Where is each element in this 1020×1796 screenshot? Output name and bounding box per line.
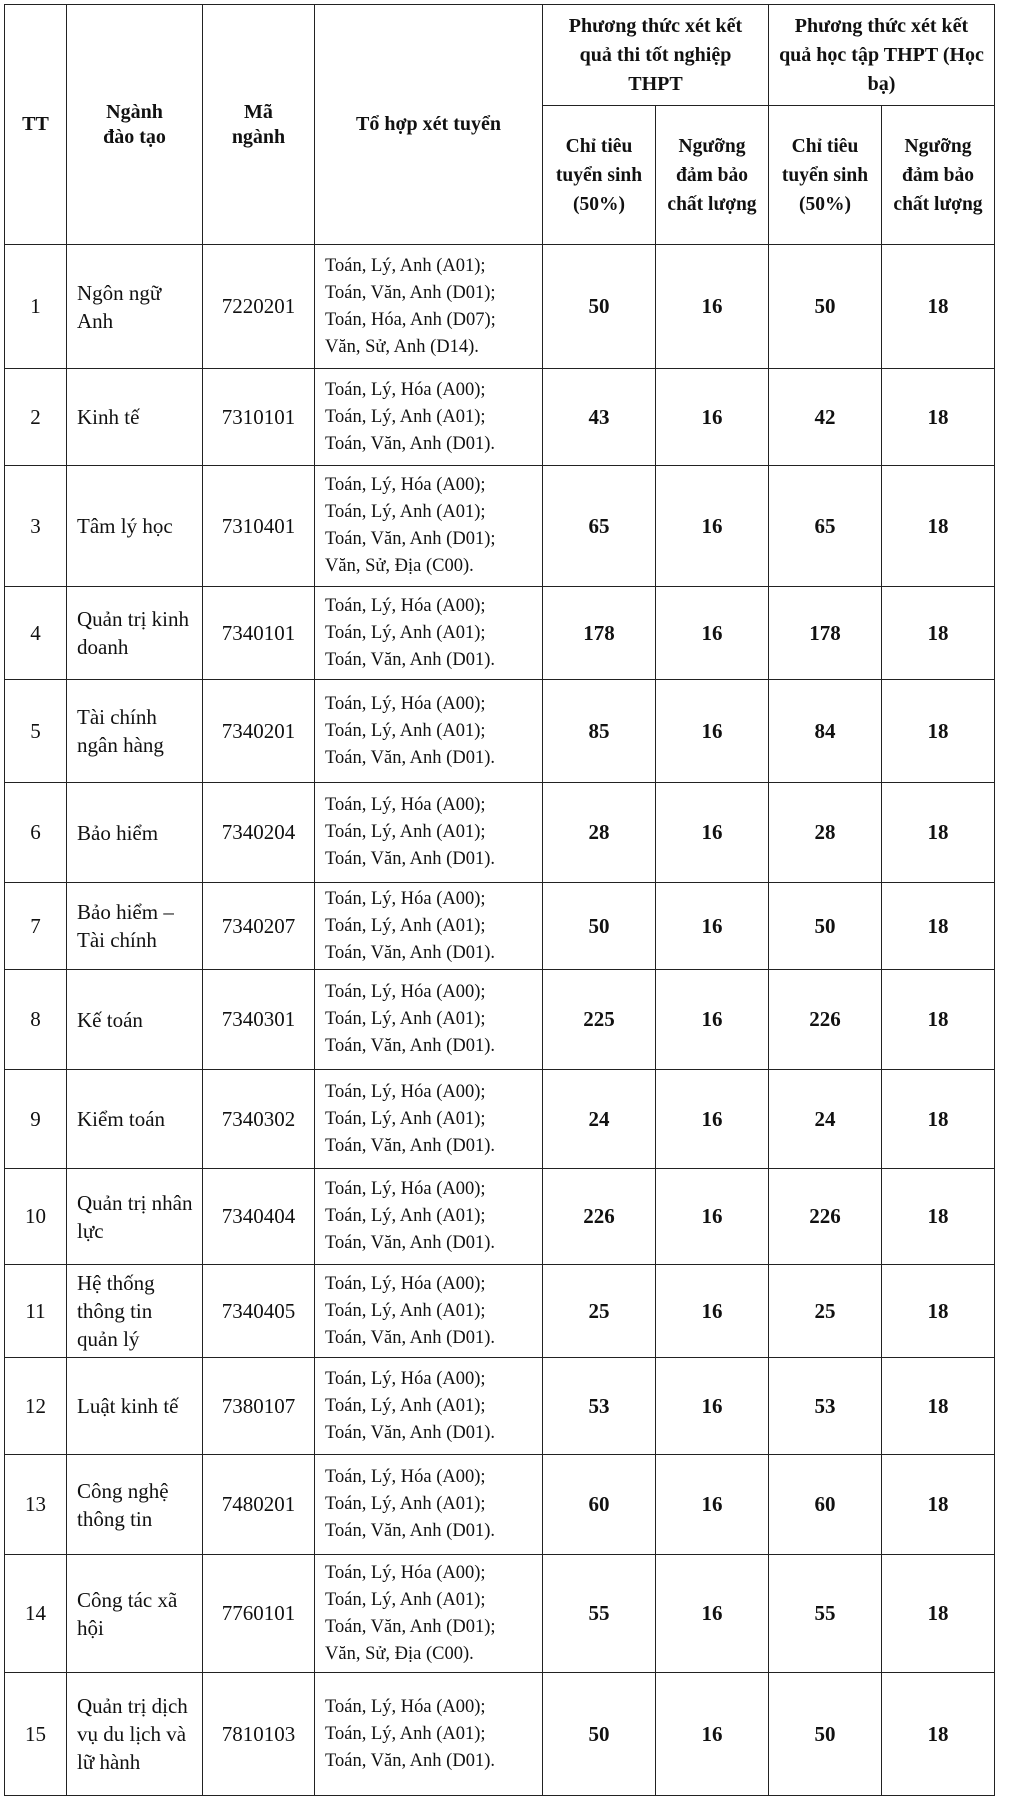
row-to-hop: Toán, Lý, Hóa (A00); Toán, Lý, Anh (A01); Toán, Văn, Anh (D01).	[315, 783, 543, 883]
row-chi-tieu-hoc-ba: 50	[769, 1673, 882, 1796]
row-chi-tieu-hoc-ba: 178	[769, 587, 882, 680]
header-nganh: Ngành đào tạo	[67, 5, 203, 245]
row-to-hop: Toán, Lý, Hóa (A00); Toán, Lý, Anh (A01); Toán, Văn, Anh (D01); Văn, Sử, Địa (C00).	[315, 466, 543, 587]
row-nguong-hoc-ba: 18	[882, 245, 995, 369]
row-ma-nganh: 7340207	[203, 883, 315, 970]
row-nganh: Quản trị dịch vụ du lịch và lữ hành	[67, 1673, 203, 1796]
row-to-hop: Toán, Lý, Hóa (A00); Toán, Lý, Anh (A01); Toán, Văn, Anh (D01).	[315, 1455, 543, 1555]
row-tt: 6	[5, 783, 67, 883]
row-nguong-hoc-ba: 18	[882, 970, 995, 1070]
row-to-hop: Toán, Lý, Hóa (A00); Toán, Lý, Anh (A01); Toán, Văn, Anh (D01).	[315, 680, 543, 783]
row-chi-tieu-thpt: 50	[543, 883, 656, 970]
table-row	[5, 680, 995, 783]
row-chi-tieu-hoc-ba: 84	[769, 680, 882, 783]
row-nguong-hoc-ba: 18	[882, 369, 995, 466]
row-nguong-thpt: 16	[656, 369, 769, 466]
row-tt: 7	[5, 883, 67, 970]
row-ma-nganh: 7340405	[203, 1265, 315, 1358]
row-nguong-hoc-ba: 18	[882, 466, 995, 587]
row-nguong-thpt: 16	[656, 970, 769, 1070]
row-to-hop: Toán, Lý, Hóa (A00); Toán, Lý, Anh (A01); Toán, Văn, Anh (D01).	[315, 369, 543, 466]
row-nguong-thpt: 16	[656, 783, 769, 883]
row-tt: 10	[5, 1169, 67, 1265]
row-ma-nganh: 7310401	[203, 466, 315, 587]
row-nguong-hoc-ba: 18	[882, 1070, 995, 1169]
table-row	[5, 1673, 995, 1796]
row-nguong-thpt: 16	[656, 883, 769, 970]
row-tt: 4	[5, 587, 67, 680]
row-to-hop: Toán, Lý, Hóa (A00); Toán, Lý, Anh (A01); Toán, Văn, Anh (D01).	[315, 883, 543, 970]
table-row	[5, 1555, 995, 1673]
row-ma-nganh: 7220201	[203, 245, 315, 369]
row-nguong-thpt: 16	[656, 1358, 769, 1455]
row-ma-nganh: 7340101	[203, 587, 315, 680]
row-chi-tieu-hoc-ba: 60	[769, 1455, 882, 1555]
table-row	[5, 1070, 995, 1169]
row-chi-tieu-thpt: 60	[543, 1455, 656, 1555]
row-nguong-thpt: 16	[656, 1455, 769, 1555]
row-tt: 12	[5, 1358, 67, 1455]
row-to-hop: Toán, Lý, Hóa (A00); Toán, Lý, Anh (A01); Toán, Văn, Anh (D01).	[315, 587, 543, 680]
row-nganh: Ngôn ngữ Anh	[67, 245, 203, 369]
admission-table	[4, 4, 995, 1796]
header-chi-tieu-2: Chỉ tiêu tuyển sinh (50%)	[769, 106, 882, 245]
row-nganh: Tài chính ngân hàng	[67, 680, 203, 783]
header-ma-nganh: Mã ngành	[203, 5, 315, 245]
row-nganh: Tâm lý học	[67, 466, 203, 587]
row-tt: 8	[5, 970, 67, 1070]
header-nguong-1: Ngưỡng đảm bảo chất lượng	[656, 106, 769, 245]
row-chi-tieu-hoc-ba: 226	[769, 1169, 882, 1265]
row-nganh: Kiểm toán	[67, 1070, 203, 1169]
row-chi-tieu-hoc-ba: 50	[769, 883, 882, 970]
row-nguong-thpt: 16	[656, 1673, 769, 1796]
row-tt: 13	[5, 1455, 67, 1555]
table-row	[5, 883, 995, 970]
row-nganh: Kế toán	[67, 970, 203, 1070]
row-chi-tieu-thpt: 226	[543, 1169, 656, 1265]
row-chi-tieu-thpt: 24	[543, 1070, 656, 1169]
row-nguong-thpt: 16	[656, 587, 769, 680]
row-chi-tieu-hoc-ba: 226	[769, 970, 882, 1070]
row-nguong-hoc-ba: 18	[882, 680, 995, 783]
row-nguong-hoc-ba: 18	[882, 783, 995, 883]
row-nguong-hoc-ba: 18	[882, 587, 995, 680]
header-to-hop: Tổ hợp xét tuyển	[315, 5, 543, 245]
row-chi-tieu-hoc-ba: 50	[769, 245, 882, 369]
row-chi-tieu-thpt: 55	[543, 1555, 656, 1673]
row-nganh: Quản trị kinh doanh	[67, 587, 203, 680]
row-nganh: Luật kinh tế	[67, 1358, 203, 1455]
row-to-hop: Toán, Lý, Hóa (A00); Toán, Lý, Anh (A01); Toán, Văn, Anh (D01).	[315, 1169, 543, 1265]
row-ma-nganh: 7380107	[203, 1358, 315, 1455]
row-to-hop: Toán, Lý, Hóa (A00); Toán, Lý, Anh (A01); Toán, Văn, Anh (D01).	[315, 970, 543, 1070]
row-chi-tieu-thpt: 85	[543, 680, 656, 783]
header-group-hoc-ba: Phương thức xét kết quả học tập THPT (Học bạ)	[769, 5, 995, 106]
row-nguong-thpt: 16	[656, 680, 769, 783]
row-chi-tieu-thpt: 178	[543, 587, 656, 680]
table-row	[5, 245, 995, 369]
row-tt: 5	[5, 680, 67, 783]
row-nganh: Công nghệ thông tin	[67, 1455, 203, 1555]
row-chi-tieu-hoc-ba: 25	[769, 1265, 882, 1358]
table-row	[5, 1265, 995, 1358]
row-chi-tieu-thpt: 25	[543, 1265, 656, 1358]
row-chi-tieu-thpt: 50	[543, 245, 656, 369]
row-nguong-thpt: 16	[656, 1070, 769, 1169]
row-ma-nganh: 7340301	[203, 970, 315, 1070]
row-chi-tieu-hoc-ba: 55	[769, 1555, 882, 1673]
row-ma-nganh: 7810103	[203, 1673, 315, 1796]
row-chi-tieu-hoc-ba: 53	[769, 1358, 882, 1455]
row-tt: 9	[5, 1070, 67, 1169]
row-chi-tieu-hoc-ba: 42	[769, 369, 882, 466]
row-nguong-thpt: 16	[656, 1265, 769, 1358]
row-nguong-thpt: 16	[656, 245, 769, 369]
row-nguong-hoc-ba: 18	[882, 1358, 995, 1455]
row-to-hop: Toán, Lý, Hóa (A00); Toán, Lý, Anh (A01); Toán, Văn, Anh (D01).	[315, 1265, 543, 1358]
row-to-hop: Toán, Lý, Anh (A01); Toán, Văn, Anh (D01); Toán, Hóa, Anh (D07); Văn, Sử, Anh (D14).	[315, 245, 543, 369]
header-chi-tieu-1: Chỉ tiêu tuyển sinh (50%)	[543, 106, 656, 245]
row-nguong-hoc-ba: 18	[882, 1455, 995, 1555]
row-nganh: Công tác xã hội	[67, 1555, 203, 1673]
row-nganh: Bảo hiểm – Tài chính	[67, 883, 203, 970]
row-nganh: Quản trị nhân lực	[67, 1169, 203, 1265]
table-row	[5, 369, 995, 466]
table-row	[5, 783, 995, 883]
row-nguong-hoc-ba: 18	[882, 1265, 995, 1358]
row-tt: 1	[5, 245, 67, 369]
table-row	[5, 587, 995, 680]
row-nguong-hoc-ba: 18	[882, 1673, 995, 1796]
table-row	[5, 1358, 995, 1455]
table-row	[5, 466, 995, 587]
row-tt: 14	[5, 1555, 67, 1673]
row-chi-tieu-thpt: 53	[543, 1358, 656, 1455]
table-row	[5, 1169, 995, 1265]
row-tt: 2	[5, 369, 67, 466]
row-tt: 11	[5, 1265, 67, 1358]
row-nguong-thpt: 16	[656, 1555, 769, 1673]
row-to-hop: Toán, Lý, Hóa (A00); Toán, Lý, Anh (A01); Toán, Văn, Anh (D01).	[315, 1358, 543, 1455]
row-chi-tieu-thpt: 65	[543, 466, 656, 587]
header-nguong-2: Ngưỡng đảm bảo chất lượng	[882, 106, 995, 245]
row-nguong-thpt: 16	[656, 466, 769, 587]
header-group-thpt: Phương thức xét kết quả thi tốt nghiệp THPT	[543, 5, 769, 106]
row-tt: 3	[5, 466, 67, 587]
row-ma-nganh: 7340201	[203, 680, 315, 783]
row-ma-nganh: 7340302	[203, 1070, 315, 1169]
row-nguong-hoc-ba: 18	[882, 1169, 995, 1265]
row-to-hop: Toán, Lý, Hóa (A00); Toán, Lý, Anh (A01); Toán, Văn, Anh (D01).	[315, 1673, 543, 1796]
table-row	[5, 970, 995, 1070]
table-row	[5, 1455, 995, 1555]
row-chi-tieu-thpt: 43	[543, 369, 656, 466]
row-ma-nganh: 7760101	[203, 1555, 315, 1673]
row-ma-nganh: 7310101	[203, 369, 315, 466]
row-nganh: Hệ thống thông tin quản lý	[67, 1265, 203, 1358]
row-nganh: Kinh tế	[67, 369, 203, 466]
row-nguong-thpt: 16	[656, 1169, 769, 1265]
row-chi-tieu-thpt: 225	[543, 970, 656, 1070]
row-to-hop: Toán, Lý, Hóa (A00); Toán, Lý, Anh (A01); Toán, Văn, Anh (D01).	[315, 1070, 543, 1169]
row-chi-tieu-hoc-ba: 65	[769, 466, 882, 587]
row-ma-nganh: 7480201	[203, 1455, 315, 1555]
row-chi-tieu-hoc-ba: 24	[769, 1070, 882, 1169]
row-ma-nganh: 7340404	[203, 1169, 315, 1265]
row-chi-tieu-thpt: 28	[543, 783, 656, 883]
row-nguong-hoc-ba: 18	[882, 883, 995, 970]
row-chi-tieu-thpt: 50	[543, 1673, 656, 1796]
header-tt: TT	[5, 5, 67, 245]
row-tt: 15	[5, 1673, 67, 1796]
row-nguong-hoc-ba: 18	[882, 1555, 995, 1673]
row-chi-tieu-hoc-ba: 28	[769, 783, 882, 883]
row-ma-nganh: 7340204	[203, 783, 315, 883]
row-to-hop: Toán, Lý, Hóa (A00); Toán, Lý, Anh (A01); Toán, Văn, Anh (D01); Văn, Sử, Địa (C00).	[315, 1555, 543, 1673]
row-nganh: Bảo hiểm	[67, 783, 203, 883]
